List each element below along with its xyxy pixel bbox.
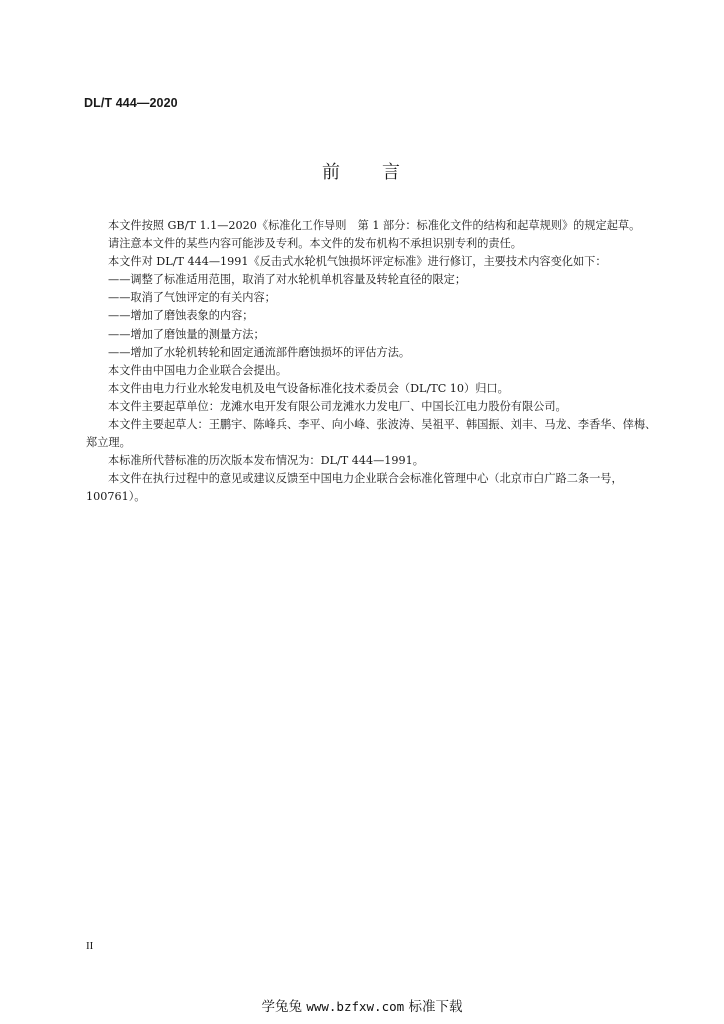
paragraph-revision-intro: 本文件对 DL/T 444—1991《反击式水轮机气蚀损坏评定标准》进行修订，主要技术内容变化如下： [108, 255, 607, 269]
download-watermark [0, 995, 724, 1015]
paragraph-proposed-by: 本文件由中国电力企业联合会提出。 [108, 363, 288, 377]
paragraph-replaced-versions: 本标准所代替标准的历次版本发布情况为：DL/T 444—1991。 [108, 454, 424, 468]
list-item-change-2: ——取消了气蚀评定的有关内容； [108, 291, 276, 305]
list-item-change-1: ——调整了标准适用范围，取消了对水轮机单机容量及转轮直径的限定； [108, 273, 467, 287]
watermark-label: 标准下载 [408, 999, 463, 1015]
foreword-body [86, 217, 660, 507]
page-title-char-1: 前 [322, 162, 342, 183]
paragraph-patent-notice: 请注意本文件的某些内容可能涉及专利。本文件的发布机构不承担识别专利的责任。 [108, 237, 522, 251]
paragraph-drafting-units: 本文件主要起草单位：龙滩水电开发有限公司龙滩水力发电厂、中国长江电力股份有限公司。 [108, 399, 567, 413]
standard-code: DL/T 444—2020 [84, 96, 178, 110]
paragraph-drafters: 本文件主要起草人：王鹏宇、陈峰兵、李平、向小峰、张波涛、吴祖平、韩国振、刘丰、马龙、李香华、倖梅、郑立理。 [86, 418, 657, 450]
page-title-char-2: 言 [382, 162, 402, 183]
list-item-change-5: ——增加了水轮机转轮和固定通流部件磨蚀损坏的评估方法。 [108, 345, 411, 359]
paragraph-administered-by: 本文件由电力行业水轮发电机及电气设备标准化技术委员会（DL/TC 10）归口。 [108, 381, 509, 395]
page-number: II [86, 940, 94, 952]
paragraph-feedback: 本文件在执行过程中的意见或建议反馈至中国电力企业联合会标准化管理中心（北京市白广路二条一号，100761）。 [86, 472, 623, 504]
paragraph-drafting-rules: 本文件按照 GB/T 1.1—2020《标准化工作导则 第 1 部分：标准化文件的结构和起草规则》的规定起草。 [108, 219, 641, 232]
watermark-url: www.bzfxw.com [306, 999, 405, 1014]
page-title [0, 158, 724, 184]
watermark-site-name: 学兔兔 [261, 999, 303, 1015]
list-item-change-3: ——增加了磨蚀表象的内容； [108, 309, 254, 323]
list-item-change-4: ——增加了磨蚀量的测量方法； [108, 327, 265, 341]
